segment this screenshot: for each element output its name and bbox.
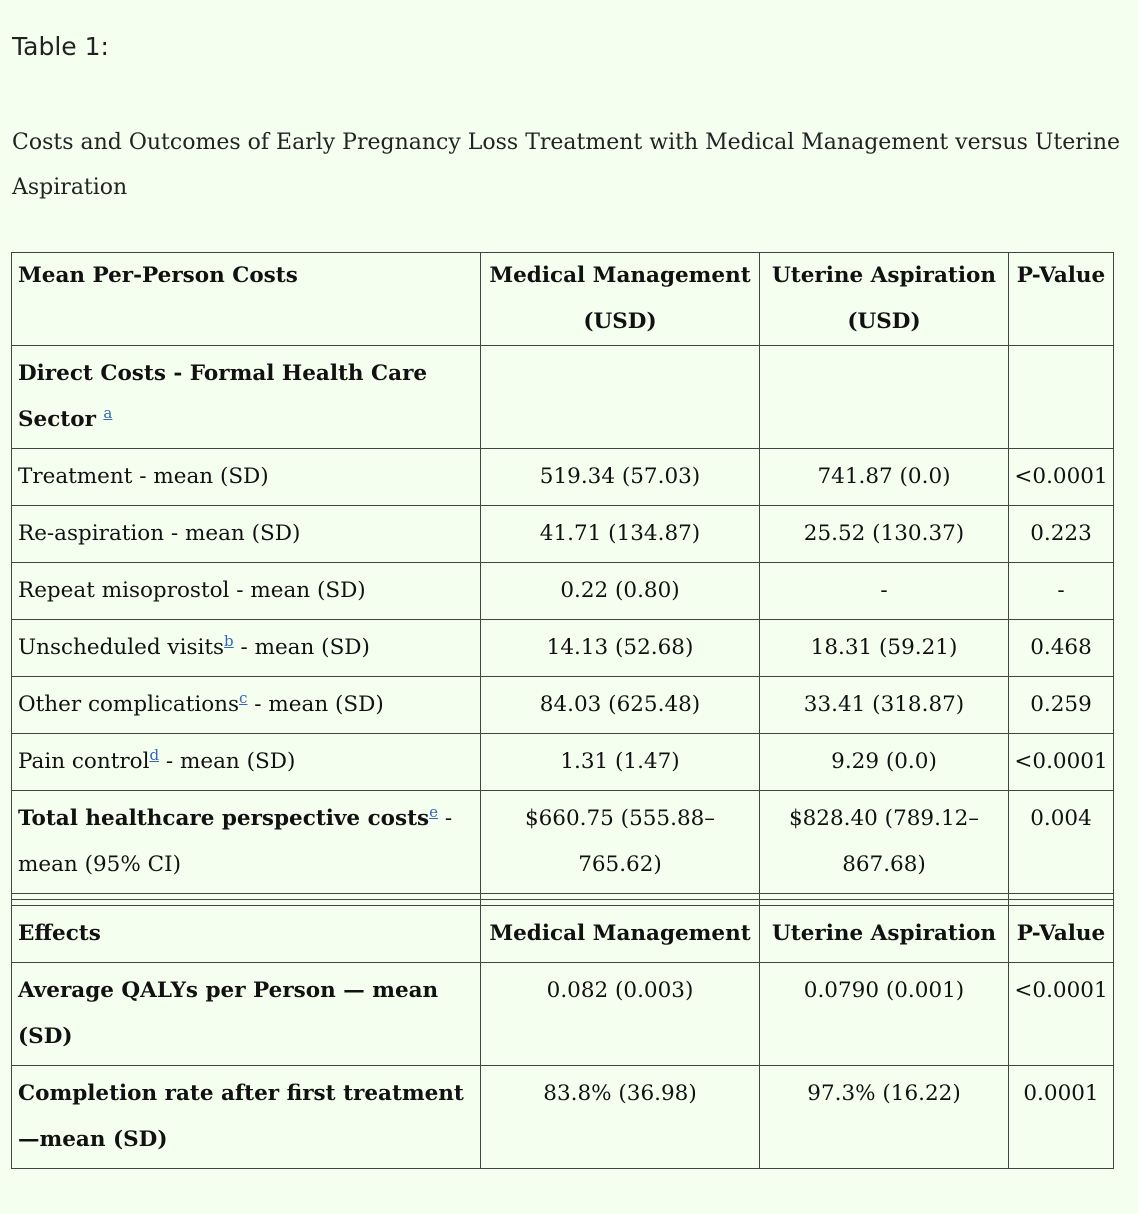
header-p-value: P-Value bbox=[1009, 253, 1114, 346]
table-header-row bbox=[12, 253, 1114, 346]
value-uterine-aspiration: 25.52 (130.37) bbox=[760, 506, 1009, 563]
value-uterine-aspiration: 97.3% (16.22) bbox=[760, 1066, 1009, 1169]
value-p: 0.0001 bbox=[1009, 1066, 1114, 1169]
value-medical-management: 84.03 (625.48) bbox=[481, 677, 760, 734]
row-label-suffix: - mean (SD) bbox=[247, 692, 384, 717]
header-effects: Effects bbox=[12, 906, 481, 963]
table-row bbox=[12, 1066, 1114, 1169]
table-label: Table 1: bbox=[12, 32, 109, 61]
total-p-value: 0.004 bbox=[1009, 791, 1114, 894]
footnote-link-a[interactable]: a bbox=[103, 403, 113, 422]
value-medical-management: 14.13 (52.68) bbox=[481, 620, 760, 677]
row-label bbox=[12, 620, 481, 677]
value-p: - bbox=[1009, 563, 1114, 620]
row-label: Repeat misoprostol - mean (SD) bbox=[12, 563, 481, 620]
row-label-text: Unscheduled visits bbox=[18, 635, 225, 660]
footnote-link-e[interactable]: e bbox=[429, 802, 439, 821]
value-medical-management: 83.8% (36.98) bbox=[481, 1066, 760, 1169]
total-label-bold: Total healthcare perspective costs bbox=[18, 806, 430, 831]
row-label: Re-aspiration - mean (SD) bbox=[12, 506, 481, 563]
section-title-direct-costs bbox=[12, 346, 481, 449]
row-label: Treatment - mean (SD) bbox=[12, 449, 481, 506]
total-uterine-aspiration: $828.40 (789.12–867.68) bbox=[760, 791, 1009, 894]
value-uterine-aspiration: - bbox=[760, 563, 1009, 620]
value-p: 0.223 bbox=[1009, 506, 1114, 563]
costs-outcomes-table bbox=[11, 252, 1114, 1169]
row-label-text: Pain control bbox=[18, 749, 150, 774]
table-row bbox=[12, 677, 1114, 734]
empty-cell bbox=[1009, 346, 1114, 449]
header-medical-management: Medical Management bbox=[481, 906, 760, 963]
value-p: <0.0001 bbox=[1009, 963, 1114, 1066]
total-medical-management: $660.75 (555.88–765.62) bbox=[481, 791, 760, 894]
section-title-text: Direct Costs - Formal Health Care Sector bbox=[18, 361, 428, 432]
footnote-link-d[interactable]: d bbox=[149, 745, 160, 764]
row-label bbox=[12, 677, 481, 734]
total-label bbox=[12, 791, 481, 894]
value-medical-management: 0.082 (0.003) bbox=[481, 963, 760, 1066]
value-uterine-aspiration: 741.87 (0.0) bbox=[760, 449, 1009, 506]
header-mean-per-person-costs: Mean Per-Person Costs bbox=[12, 253, 481, 346]
empty-cell bbox=[760, 346, 1009, 449]
row-label-suffix: - mean (SD) bbox=[159, 749, 296, 774]
value-p: <0.0001 bbox=[1009, 734, 1114, 791]
row-label-suffix: - mean (SD) bbox=[233, 635, 370, 660]
value-uterine-aspiration: 0.0790 (0.001) bbox=[760, 963, 1009, 1066]
footnote-link-c[interactable]: c bbox=[239, 688, 248, 707]
value-medical-management: 1.31 (1.47) bbox=[481, 734, 760, 791]
value-p: 0.468 bbox=[1009, 620, 1114, 677]
value-medical-management: 0.22 (0.80) bbox=[481, 563, 760, 620]
section-row-direct-costs bbox=[12, 346, 1114, 449]
value-uterine-aspiration: 9.29 (0.0) bbox=[760, 734, 1009, 791]
table-row bbox=[12, 963, 1114, 1066]
header-uterine-aspiration: Uterine Aspiration (USD) bbox=[760, 253, 1009, 346]
footnote-link-b[interactable]: b bbox=[224, 631, 234, 650]
row-label-text: Other complications bbox=[18, 692, 240, 717]
value-medical-management: 41.71 (134.87) bbox=[481, 506, 760, 563]
total-label-suffix: - mean (95% CI) bbox=[18, 806, 453, 877]
table-row bbox=[12, 563, 1114, 620]
table-row bbox=[12, 734, 1114, 791]
total-row bbox=[12, 791, 1114, 894]
value-p: 0.259 bbox=[1009, 677, 1114, 734]
value-uterine-aspiration: 18.31 (59.21) bbox=[760, 620, 1009, 677]
row-label: Average QALYs per Person — mean (SD) bbox=[12, 963, 481, 1066]
effects-header-row bbox=[12, 906, 1114, 963]
value-medical-management: 519.34 (57.03) bbox=[481, 449, 760, 506]
header-p-value: P-Value bbox=[1009, 906, 1114, 963]
value-p: <0.0001 bbox=[1009, 449, 1114, 506]
table-caption: Costs and Outcomes of Early Pregnancy Loss Treatment with Medical Management versus Uterine Aspiration bbox=[12, 130, 1121, 200]
table-row bbox=[12, 449, 1114, 506]
row-label bbox=[12, 734, 481, 791]
header-uterine-aspiration: Uterine Aspiration bbox=[760, 906, 1009, 963]
value-uterine-aspiration: 33.41 (318.87) bbox=[760, 677, 1009, 734]
row-label: Completion rate after first treatment—mean (SD) bbox=[12, 1066, 481, 1169]
empty-cell bbox=[481, 346, 760, 449]
header-medical-management: Medical Management (USD) bbox=[481, 253, 760, 346]
table-row bbox=[12, 620, 1114, 677]
table-row bbox=[12, 506, 1114, 563]
